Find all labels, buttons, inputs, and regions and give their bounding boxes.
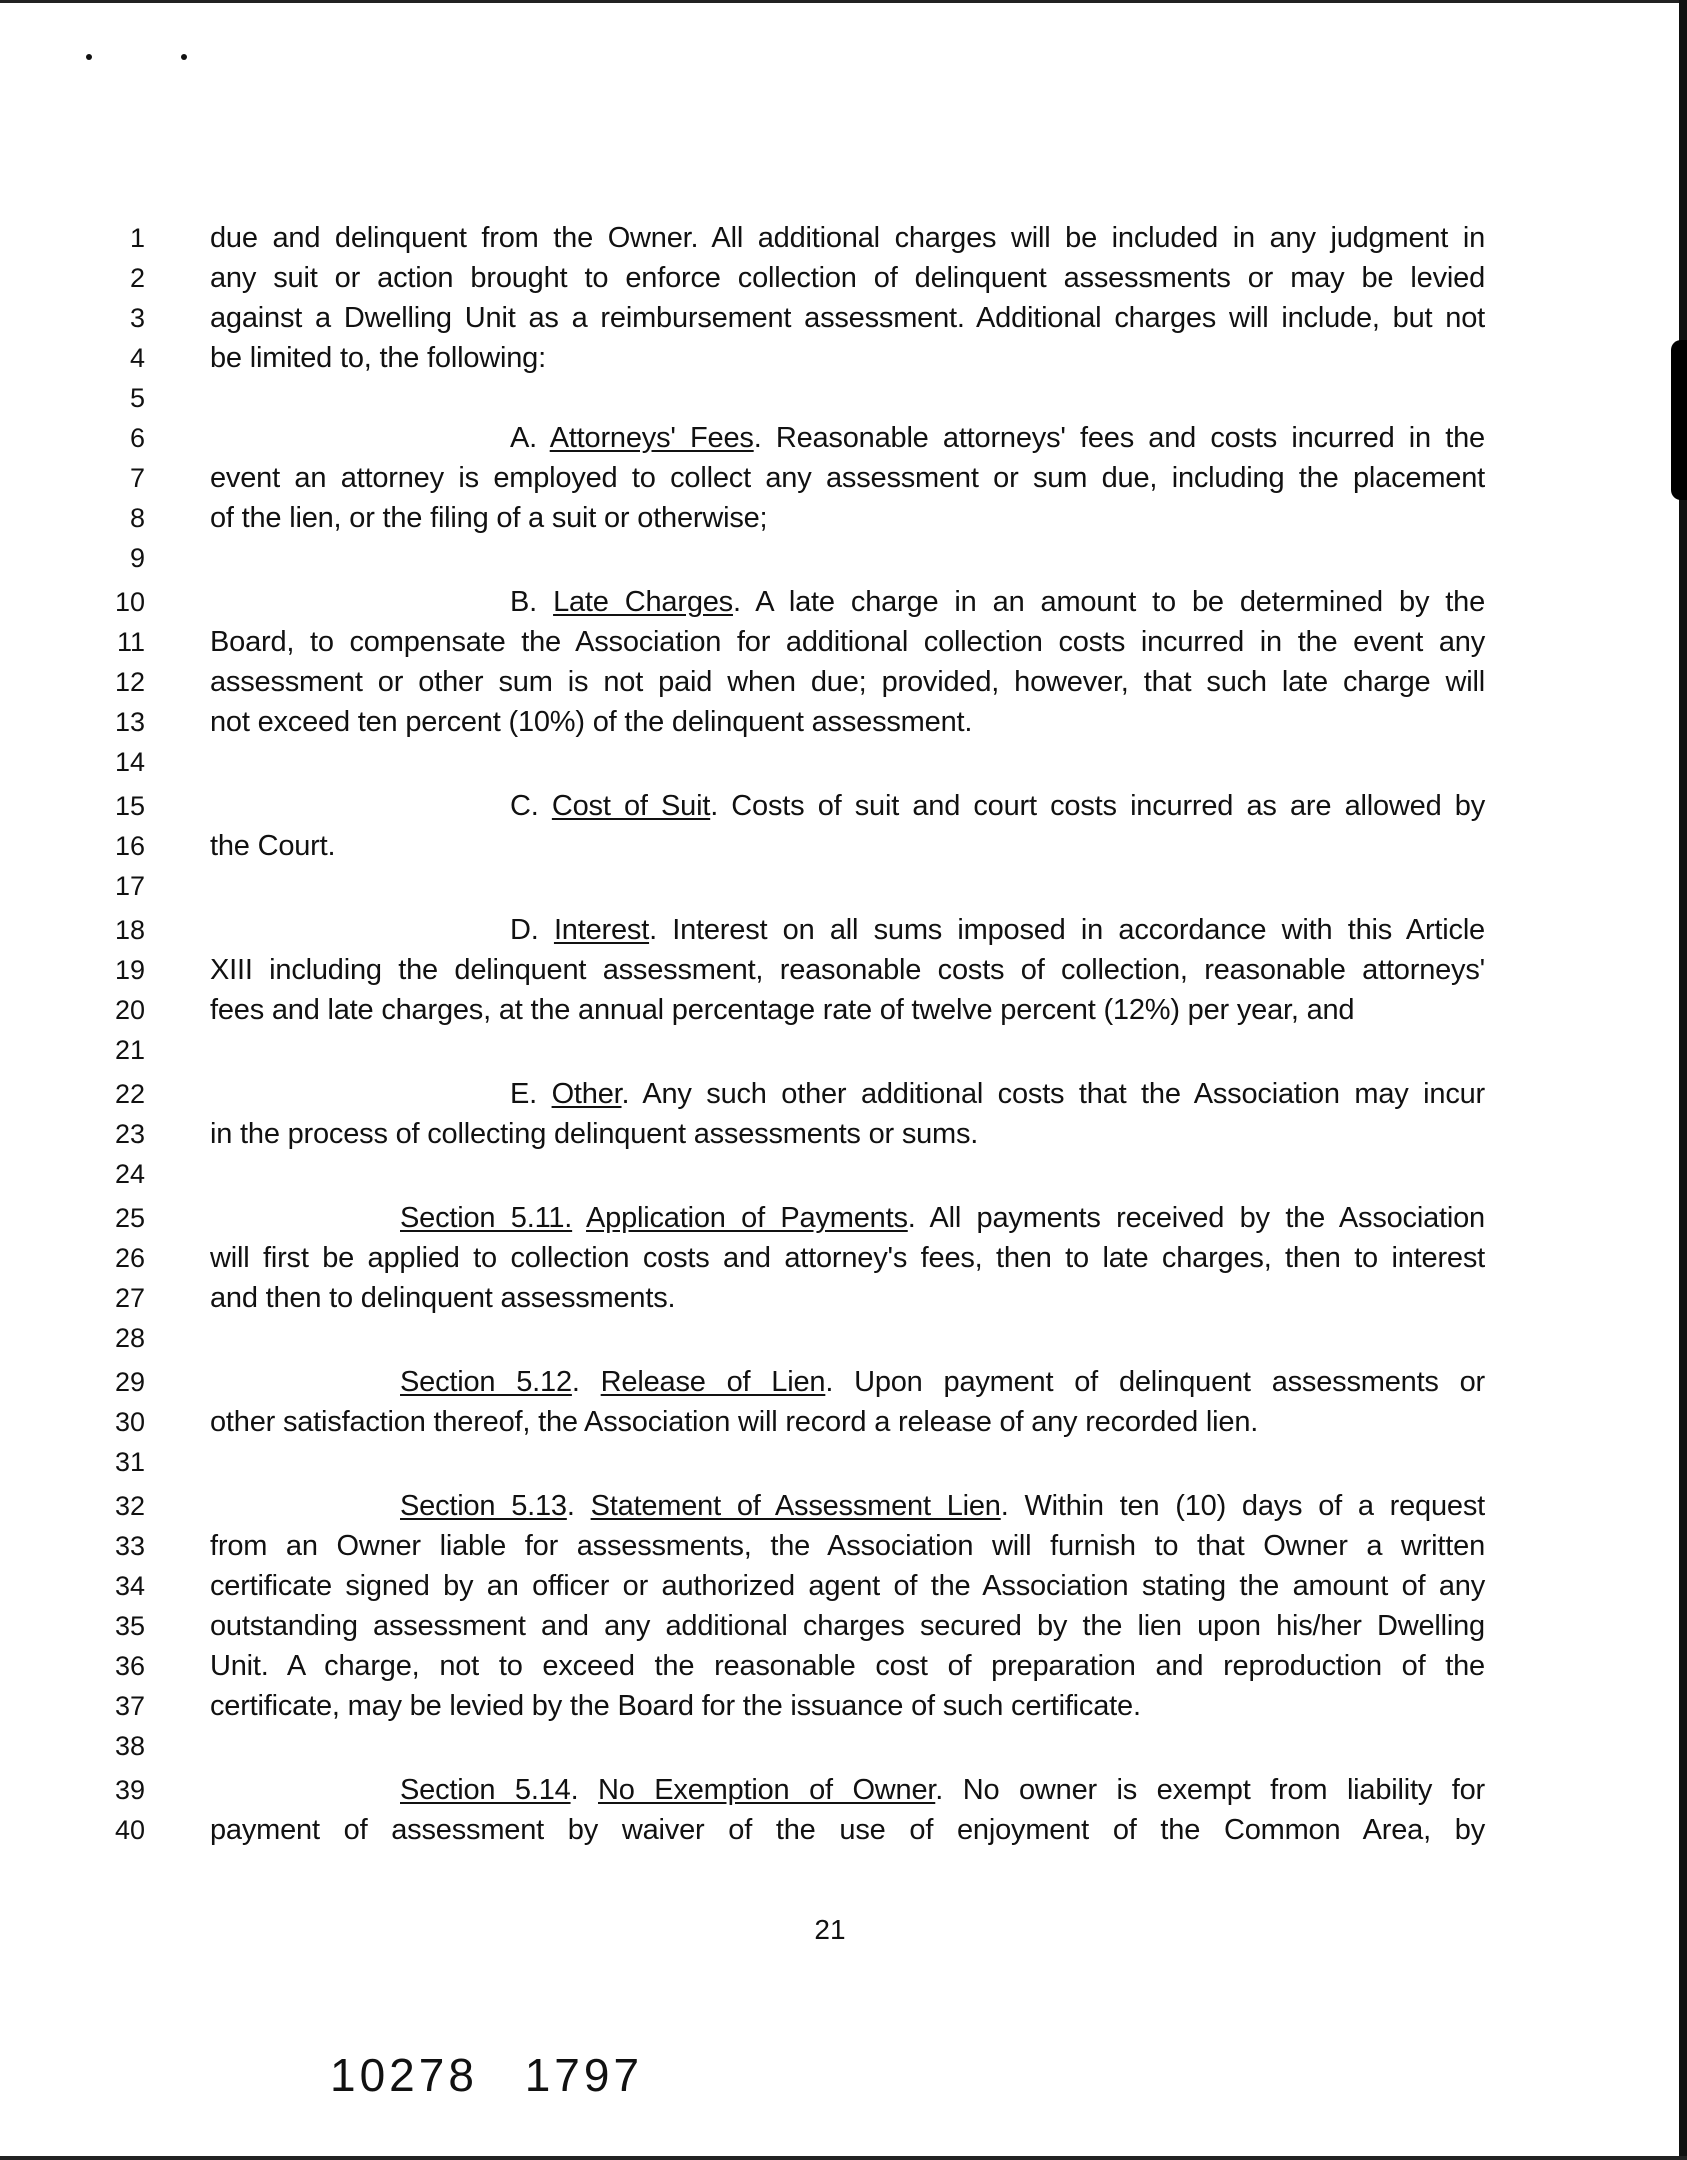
- section-title: Application of Payments: [586, 1202, 908, 1234]
- body-text-line: of the lien, or the filing of a suit or otherwise;: [210, 502, 768, 534]
- line-number: 6: [129, 423, 145, 453]
- body-text-line: Unit. A charge, not to exceed the reasonable cost of preparation and reproduction of the: [210, 1650, 1485, 1682]
- line-number: 30: [114, 1407, 145, 1437]
- body-text-line: against a Dwelling Unit as a reimbursement assessment. Additional charges will include, but not: [210, 302, 1485, 334]
- line-number: 31: [114, 1447, 145, 1477]
- subsection-letter: C.: [510, 790, 539, 822]
- body-text-line: the Court.: [210, 830, 336, 862]
- body-text: . Costs of suit and court costs incurred as are allowed by: [710, 790, 1485, 822]
- scan-speck: [86, 54, 92, 60]
- scan-edge-bottom: [0, 2156, 1687, 2160]
- line-number: 37: [114, 1691, 145, 1721]
- line-number: 3: [129, 303, 145, 333]
- line-number: 15: [114, 791, 145, 821]
- subsection-title: Other: [551, 1078, 622, 1110]
- body-text: . Any such other additional costs that the Association may incur: [621, 1078, 1486, 1110]
- body-text-line: in the process of collecting delinquent assessments or sums.: [210, 1118, 979, 1150]
- body-text-line: other satisfaction thereof, the Association will record a release of any recorded lien.: [210, 1406, 1259, 1438]
- subsection-title: Interest: [553, 914, 650, 946]
- body-text-line: from an Owner liable for assessments, the Association will furnish to that Owner a written: [210, 1530, 1485, 1562]
- section-heading-line: Section 5.13. Statement of Assessment Lien. Within ten (10) days of a request: [400, 1490, 1485, 1522]
- subsection-heading-line: [510, 418, 1485, 458]
- line-number: 33: [114, 1531, 145, 1561]
- line-number: 12: [114, 667, 145, 697]
- subsection-title: Attorneys' Fees: [549, 422, 754, 454]
- body-text-line: and then to delinquent assessments.: [210, 1282, 676, 1314]
- line-number: 29: [114, 1367, 145, 1397]
- body-text-line: Board, to compensate the Association for additional collection costs incurred in the event any: [210, 626, 1485, 658]
- body-text-line: payment of assessment by waiver of the use of enjoyment of the Common Area, by: [210, 1814, 1485, 1846]
- section-number: Section 5.13: [400, 1490, 567, 1522]
- line-number: 34: [114, 1571, 145, 1601]
- line-number: 24: [114, 1159, 145, 1189]
- body-text-line: be limited to, the following:: [210, 342, 546, 374]
- recording-stamp: 10278 1797: [330, 2049, 644, 2101]
- line-number: 17: [114, 871, 145, 901]
- line-number: 4: [129, 343, 145, 373]
- line-number: 20: [114, 995, 145, 1025]
- line-number: 1: [129, 223, 145, 253]
- scan-edge-right: [1679, 0, 1687, 2160]
- body-text-line: certificate signed by an officer or authorized agent of the Association stating the amount of any: [210, 1570, 1485, 1602]
- body-text-line: not exceed ten percent (10%) of the delinquent assessment.: [210, 706, 973, 738]
- scan-speck: [181, 54, 187, 60]
- body-text-line: assessment or other sum is not paid when due; provided, however, that such late charge will: [210, 666, 1485, 698]
- body-text: . All payments received by the Association: [907, 1202, 1485, 1234]
- section-heading-line: Section 5.12. Release of Lien. Upon payment of delinquent assessments or: [400, 1366, 1486, 1398]
- line-number: 22: [114, 1079, 145, 1109]
- line-number: 40: [114, 1815, 145, 1845]
- line-number: 35: [114, 1611, 145, 1641]
- line-number: 14: [114, 747, 145, 777]
- line-number: 5: [129, 383, 145, 413]
- line-number: 13: [114, 707, 145, 737]
- line-number: 36: [114, 1651, 145, 1681]
- subsection-letter: D.: [510, 914, 539, 946]
- line-number: 8: [129, 503, 145, 533]
- subsection-heading-line: [510, 910, 1485, 950]
- body-text-line: outstanding assessment and any additional charges secured by the lien upon his/her Dwelling: [210, 1610, 1485, 1642]
- body-text-line: certificate, may be levied by the Board for the issuance of such certificate.: [210, 1690, 1141, 1722]
- line-number: 10: [114, 587, 145, 617]
- line-number: 19: [114, 955, 145, 985]
- subsection-heading-line: [510, 582, 1485, 622]
- scan-edge-top: [0, 0, 1687, 3]
- line-number: 25: [114, 1203, 145, 1233]
- line-number: 28: [114, 1323, 145, 1353]
- line-number: 7: [129, 463, 145, 493]
- line-number: 18: [114, 915, 145, 945]
- body-text-line: due and delinquent from the Owner. All additional charges will be included in any judgment in: [210, 222, 1485, 254]
- subsection-letter: A.: [510, 422, 537, 454]
- page-number: 21: [814, 1914, 846, 1945]
- body-text: . Upon payment of delinquent assessments or: [825, 1366, 1486, 1398]
- body-text-line: will first be applied to collection costs and attorney's fees, then to late charges, then to interest: [210, 1242, 1485, 1274]
- subsection-heading-line: [510, 1074, 1485, 1114]
- line-number: 9: [129, 543, 145, 573]
- body-text: . Within ten (10) days of a request: [1000, 1490, 1485, 1522]
- subsection-title: Late Charges: [553, 586, 733, 618]
- body-text-line: any suit or action brought to enforce collection of delinquent assessments or may be levied: [210, 262, 1485, 294]
- subsection-heading-line: [510, 786, 1485, 826]
- body-text: . Interest on all sums imposed in accordance with this Article: [649, 914, 1485, 946]
- line-number: 2: [129, 263, 145, 293]
- line-number: 16: [114, 831, 145, 861]
- section-number: Section 5.12: [400, 1366, 572, 1398]
- body-text: . A late charge in an amount to be determined by the: [732, 586, 1486, 618]
- line-number: 21: [114, 1035, 145, 1065]
- line-number: 38: [114, 1731, 145, 1761]
- section-title: Statement of Assessment Lien: [590, 1490, 1001, 1522]
- line-number: 23: [114, 1119, 145, 1149]
- section-number: Section 5.11.: [400, 1202, 573, 1234]
- body-text-line: event an attorney is employed to collect any assessment or sum due, including the placement: [210, 462, 1485, 494]
- section-heading-line: [400, 1198, 1485, 1238]
- body-text: . No owner is exempt from liability for: [935, 1774, 1485, 1806]
- body-text-line: fees and late charges, at the annual percentage rate of twelve percent (12%) per year, and: [210, 994, 1355, 1026]
- section-heading-line: Section 5.14. No Exemption of Owner. No owner is exempt from liability for: [400, 1774, 1485, 1806]
- line-number: 27: [114, 1283, 145, 1313]
- line-number: 11: [116, 627, 145, 657]
- subsection-title: Cost of Suit: [551, 790, 711, 822]
- section-title: No Exemption of Owner: [598, 1774, 936, 1806]
- scan-edge-mark: [1671, 340, 1687, 500]
- body-text-line: XIII including the delinquent assessment, reasonable costs of collection, reasonable attorneys': [210, 954, 1485, 986]
- body-text: . Reasonable attorneys' fees and costs incurred in the: [753, 422, 1485, 454]
- line-number: 32: [114, 1491, 145, 1521]
- line-number: 26: [114, 1243, 145, 1273]
- subsection-letter: E.: [510, 1078, 537, 1110]
- section-number: Section 5.14: [400, 1774, 571, 1806]
- subsection-letter: B.: [510, 586, 537, 618]
- section-title: Release of Lien: [600, 1366, 826, 1398]
- line-number: 39: [114, 1775, 145, 1805]
